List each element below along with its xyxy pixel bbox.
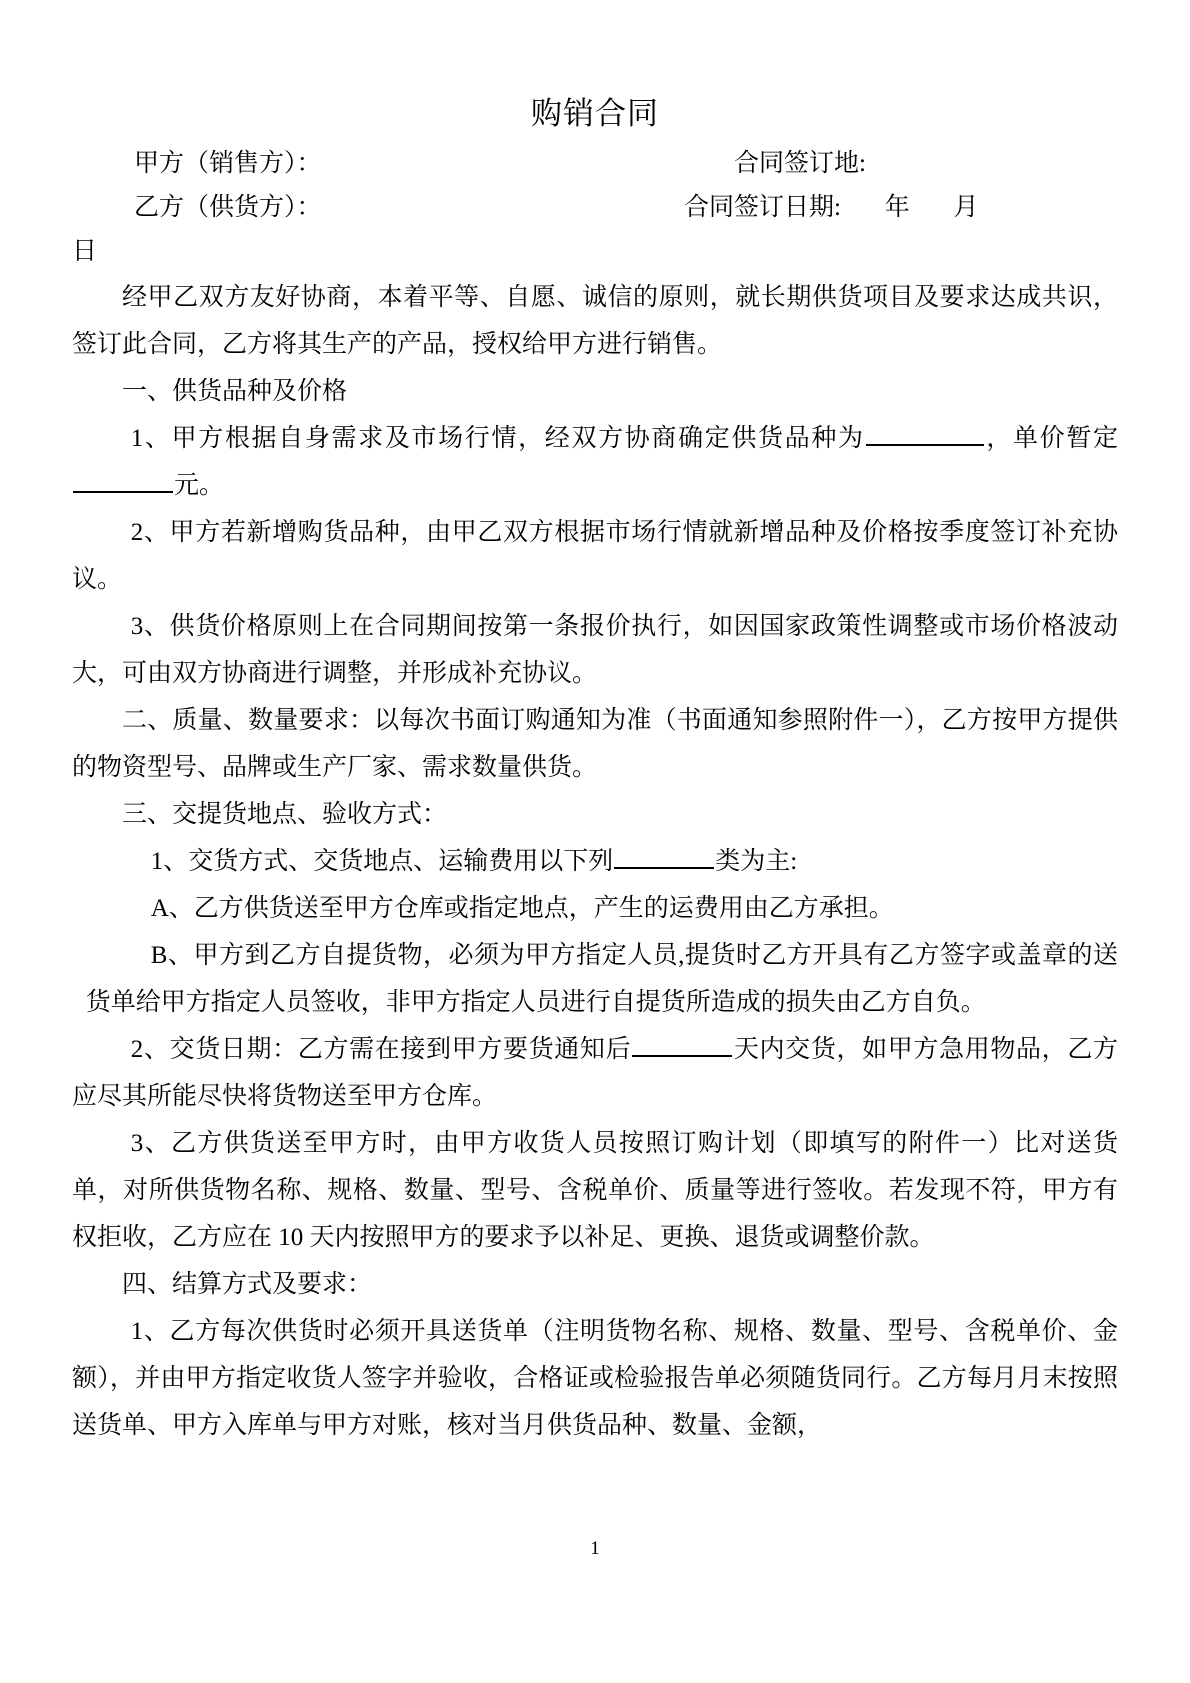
section-1-item-1 (72, 415, 1118, 509)
section-3-item-b: B、甲方到乙方自提货物，必须为甲方指定人员,提货时乙方开具有乙方签字或盖章的送货单给甲方指定人员签收，非甲方指定人员进行自提货所造成的损失由乙方自负。 (85, 942, 1118, 1016)
signing-place-label: 合同签订地: (734, 150, 866, 177)
item-1-1-text-middle: ，单价暂定 (984, 425, 1118, 452)
item-1-1-text-before: 1、甲方根据自身需求及市场行情，经双方协商确定供货品种为 (130, 425, 865, 452)
section-3-heading: 三、交提货地点、验收方式： (122, 801, 448, 828)
section-1-item-2: 2、甲方若新增购货品种，由甲乙双方根据市场行情就新增品种及价格按季度签订补充协议。 (72, 519, 1118, 593)
page-title: 购销合同 (531, 96, 659, 131)
party-b-label: 乙方（供货方）： (134, 194, 322, 221)
item-3-1-text-before: 1、交货方式、交货地点、运输费用以下列 (150, 848, 614, 875)
signing-date-group (492, 186, 1118, 230)
date-spacer-month (910, 194, 954, 221)
item-1-1-text-after: 元。 (174, 472, 225, 499)
page-number: 1 (590, 1538, 600, 1559)
section-4-item-1: 1、乙方每次供货时必须开具送货单（注明货物名称、规格、数量、型号、含税单价、金额），并由甲方指定收货人签字并验收，合格证或检验报告单必须随货同行。乙方每月月末按照送货单、甲方入库单与甲方对账，核对当月供货品种、数量、金额， (72, 1318, 1118, 1439)
section-3-item-a: A、乙方供货送至甲方仓库或指定地点，产生的运费用由乙方承担。 (150, 895, 894, 922)
month-label: 月 (953, 194, 979, 221)
party-b-row (72, 186, 1118, 230)
section-3-item-1 (72, 838, 1118, 885)
year-label: 年 (884, 194, 910, 221)
party-a-label: 甲方（销售方）： (134, 150, 322, 177)
item-3-2-text-after: 天内交货，如甲方急用物品，乙方应尽其所能尽快将货物送至甲方仓库。 (72, 1036, 1118, 1110)
party-a-row (72, 142, 1118, 186)
section-1-item-3: 3、供货价格原则上在合同期间按第一条报价执行，如因国家政策性调整或市场价格波动大，可由双方协商进行调整，并形成补充协议。 (72, 613, 1118, 687)
signing-date-label: 合同签订日期: (684, 194, 841, 221)
section-1-heading: 一、供货品种及价格 (122, 378, 348, 405)
delivery-type-blank[interactable] (614, 841, 714, 869)
section-3-item-3: 3、乙方供货送至甲方时，由甲方收货人员按照订购计划（即填写的附件一）比对送货单，对所供货物名称、规格、数量、型号、含税单价、质量等进行签收。若发现不符，甲方有权拒收，乙方应在 10 天内按照甲方的要求予以补足、更换、退货或调整价款。 (72, 1130, 1118, 1251)
document-body (72, 92, 1118, 1449)
day-label: 日 (72, 238, 98, 265)
preamble-paragraph: 经甲乙双方友好协商，本着平等、自愿、诚信的原则，就长期供货项目及要求达成共识，签订此合同，乙方将其生产的产品，授权给甲方进行销售。 (72, 284, 1118, 358)
section-4-heading: 四、结算方式及要求： (122, 1271, 373, 1298)
delivery-days-blank[interactable] (632, 1029, 732, 1057)
unit-price-blank[interactable] (73, 465, 173, 493)
item-3-1-text-after: 类为主: (715, 848, 798, 875)
item-3-2-text-before: 2、交货日期：乙方需在接到甲方要货通知后 (130, 1036, 632, 1063)
date-spacer-year (841, 194, 885, 221)
section-2-heading: 二、质量、数量要求：以每次书面订购通知为准（书面通知参照附件一），乙方按甲方提供的物资型号、品牌或生产厂家、需求数量供货。 (72, 707, 1118, 781)
supply-variety-blank[interactable] (866, 418, 984, 446)
section-3-item-2 (72, 1026, 1118, 1120)
